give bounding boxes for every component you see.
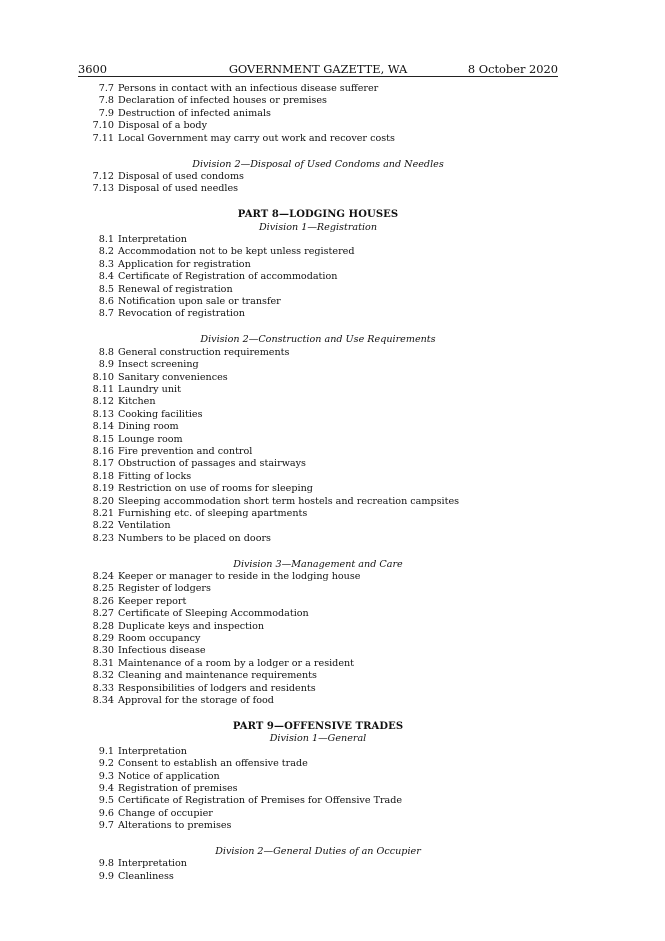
section-number: 8.4 [98, 271, 114, 283]
section-number: 9.4 [98, 782, 114, 794]
section-number: 8.17 [92, 458, 114, 470]
section-group [78, 571, 558, 707]
section-number: 8.24 [92, 571, 114, 583]
section-entry [78, 409, 558, 421]
section-entry [78, 284, 558, 296]
section-title: Consent to establish an offensive trade [118, 758, 308, 770]
section-number: 8.5 [98, 283, 114, 295]
section-entry [78, 246, 558, 258]
section-number: 8.31 [92, 657, 114, 669]
section-title: Persons in contact with an infectious disease sufferer [118, 83, 379, 94]
section-number: 9.8 [98, 858, 114, 870]
section-title: Cooking facilities [118, 408, 203, 420]
section-title: Certificate of Sleeping Accommodation [118, 608, 309, 620]
section-title: Disposal of used needles [118, 183, 239, 195]
section-number: 7.10 [92, 120, 114, 132]
section-number: 8.23 [92, 532, 114, 544]
section-title: Insect screening [118, 359, 199, 371]
section-number: 9.6 [98, 807, 114, 819]
section-number: 8.15 [92, 433, 114, 445]
section-title: Interpretation [118, 234, 187, 246]
section-number: 8.29 [92, 633, 114, 644]
section-number: 8.9 [98, 359, 114, 371]
section-entry [78, 446, 558, 458]
section-number: 9.2 [98, 758, 114, 770]
section-entry [78, 633, 558, 645]
section-entry [78, 858, 558, 870]
section-title: Register of lodgers [118, 583, 211, 595]
section-group [78, 347, 558, 545]
section-group [78, 858, 558, 883]
section-number: 8.25 [92, 583, 114, 595]
section-title: Kitchen [118, 396, 156, 408]
section-entry [78, 271, 558, 283]
section-title: Keeper report [118, 595, 187, 607]
section-entry [78, 133, 558, 145]
section-title: Declaration of infected houses or premises [118, 95, 327, 107]
section-entry [78, 483, 558, 495]
section-number: 8.30 [92, 645, 114, 657]
section-title: Lounge room [118, 433, 183, 445]
section-title: Registration of premises [118, 782, 238, 794]
section-entry [78, 434, 558, 446]
section-entry [78, 608, 558, 620]
section-title: Destruction of infected animals [118, 107, 271, 119]
section-number: 8.1 [98, 234, 114, 246]
section-entry [78, 808, 558, 820]
section-number: 8.8 [98, 346, 114, 358]
section-title: Cleanliness [118, 870, 174, 882]
section-title: Sanitary conveniences [118, 371, 228, 383]
section-title: Local Government may carry out work and recover costs [118, 132, 395, 144]
section-title: Room occupancy [118, 633, 201, 644]
section-number: 8.18 [92, 470, 114, 482]
section-group [78, 746, 558, 833]
header-rule [78, 76, 558, 77]
section-number: 7.7 [98, 83, 114, 94]
section-number: 9.1 [98, 745, 114, 757]
section-group [78, 234, 558, 321]
section-entry [78, 520, 558, 532]
division-heading: Division 1—Registration [258, 221, 377, 233]
section-number: 8.21 [92, 507, 114, 519]
section-title: Accommodation not to be kept unless registered [118, 246, 355, 258]
section-title: Certificate of Registration of Premises for Offensive Trade [118, 795, 403, 807]
division-heading: Division 2—Disposal of Used Condoms and Needles [192, 158, 444, 170]
section-entry [78, 308, 558, 320]
section-entry [78, 296, 558, 308]
section-number: 8.11 [92, 383, 114, 395]
section-number: 8.20 [92, 495, 114, 507]
section-number: 8.19 [92, 483, 114, 495]
section-number: 8.13 [92, 408, 114, 420]
division-heading: Division 2—General Duties of an Occupier [215, 846, 421, 858]
section-entry [78, 120, 558, 132]
section-title: Sleeping accommodation short term hostels and recreation campsites [118, 495, 460, 507]
section-title: Infectious disease [118, 645, 206, 657]
section-number: 8.2 [98, 246, 114, 258]
section-entry [78, 396, 558, 408]
section-title: Notice of application [118, 770, 220, 782]
section-entry [78, 583, 558, 595]
section-entry [78, 471, 558, 483]
section-entry [78, 670, 558, 682]
section-entry [78, 95, 558, 107]
section-title: Disposal of a body [118, 120, 207, 132]
division-heading: Division 1—General [269, 733, 367, 745]
section-number: 8.27 [92, 608, 114, 620]
section-number: 8.32 [92, 670, 114, 682]
section-title: Duplicate keys and inspection [118, 620, 265, 632]
section-number: 8.12 [92, 396, 114, 408]
section-title: Interpretation [118, 858, 187, 870]
part-heading: PART 9—OFFENSIVE TRADES [232, 720, 404, 732]
section-title: Approval for the storage of food [118, 694, 274, 706]
section-title: Revocation of registration [118, 308, 245, 320]
section-entry [78, 645, 558, 657]
section-number: 8.33 [92, 682, 114, 694]
section-group [78, 171, 558, 196]
section-number: 8.22 [92, 520, 114, 532]
section-number: 9.3 [98, 770, 114, 782]
contents-list [78, 83, 558, 883]
part-heading: PART 8—LODGING HOUSES [237, 209, 399, 221]
section-title: Application for registration [118, 258, 251, 270]
section-title: Dining room [118, 421, 179, 433]
section-number: 8.3 [98, 258, 114, 270]
section-number: 7.11 [92, 132, 114, 144]
section-number: 9.7 [98, 820, 114, 832]
section-number: 8.26 [92, 595, 114, 607]
section-entry [78, 421, 558, 433]
section-entry [78, 746, 558, 758]
section-entry [78, 508, 558, 520]
section-entry [78, 571, 558, 583]
section-entry [78, 658, 558, 670]
section-entry [78, 596, 558, 608]
section-title: Fitting of locks [118, 470, 192, 482]
section-entry [78, 83, 558, 95]
section-number: 8.6 [98, 296, 114, 308]
section-title: General construction requirements [118, 346, 290, 358]
division-heading: Division 2—Construction and Use Requirements [200, 334, 436, 346]
section-entry [78, 820, 558, 832]
page-number: 3600 [78, 62, 107, 76]
section-number: 9.5 [98, 795, 114, 807]
section-title: Fire prevention and control [118, 445, 253, 457]
section-number: 9.9 [98, 870, 114, 882]
section-entry [78, 771, 558, 783]
section-title: Alterations to premises [118, 820, 232, 832]
section-title: Change of occupier [118, 807, 213, 819]
section-number: 7.8 [98, 95, 114, 107]
section-entry [78, 458, 558, 470]
section-title: Maintenance of a room by a lodger or a resident [118, 657, 355, 669]
section-number: 8.14 [92, 421, 114, 433]
section-title: Cleaning and maintenance requirements [118, 670, 317, 682]
section-title: Interpretation [118, 745, 187, 757]
section-number: 8.7 [98, 308, 114, 320]
section-title: Numbers to be placed on doors [118, 532, 271, 544]
section-number: 7.13 [92, 183, 114, 195]
section-entry [78, 871, 558, 883]
section-title: Certificate of Registration of accommodation [118, 271, 338, 283]
page-header [78, 62, 558, 76]
section-number: 7.12 [92, 170, 114, 182]
section-entry [78, 359, 558, 371]
section-title: Notification upon sale or transfer [118, 296, 281, 308]
section-title: Responsibilities of lodgers and residents [118, 682, 316, 694]
section-entry [78, 234, 558, 246]
section-entry [78, 621, 558, 633]
section-number: 8.10 [92, 371, 114, 383]
section-entry [78, 108, 558, 120]
section-number: 8.16 [92, 445, 114, 457]
section-entry [78, 183, 558, 195]
division-heading: Division 3—Management and Care [233, 558, 403, 570]
gazette-title: GOVERNMENT GAZETTE, WA [228, 62, 408, 76]
section-title: Restriction on use of rooms for sleeping [118, 483, 313, 495]
section-title: Furnishing etc. of sleeping apartments [118, 507, 308, 519]
section-group [78, 83, 558, 145]
section-entry [78, 259, 558, 271]
section-title: Disposal of used condoms [118, 170, 244, 182]
section-title: Obstruction of passages and stairways [118, 458, 306, 470]
section-entry [78, 496, 558, 508]
section-title: Laundry unit [118, 383, 181, 395]
section-entry [78, 347, 558, 359]
section-number: 8.28 [92, 620, 114, 632]
section-entry [78, 384, 558, 396]
section-number: 8.34 [92, 694, 114, 706]
section-number: 7.9 [98, 107, 114, 119]
section-entry [78, 795, 558, 807]
section-title: Keeper or manager to reside in the lodging house [118, 571, 361, 583]
section-entry [78, 171, 558, 183]
section-entry [78, 533, 558, 545]
section-entry [78, 372, 558, 384]
section-entry [78, 758, 558, 770]
section-entry [78, 783, 558, 795]
section-entry [78, 683, 558, 695]
section-title: Ventilation [118, 520, 171, 532]
section-title: Renewal of registration [118, 283, 233, 295]
section-entry [78, 695, 558, 707]
gazette-date: 8 October 2020 [467, 62, 558, 76]
